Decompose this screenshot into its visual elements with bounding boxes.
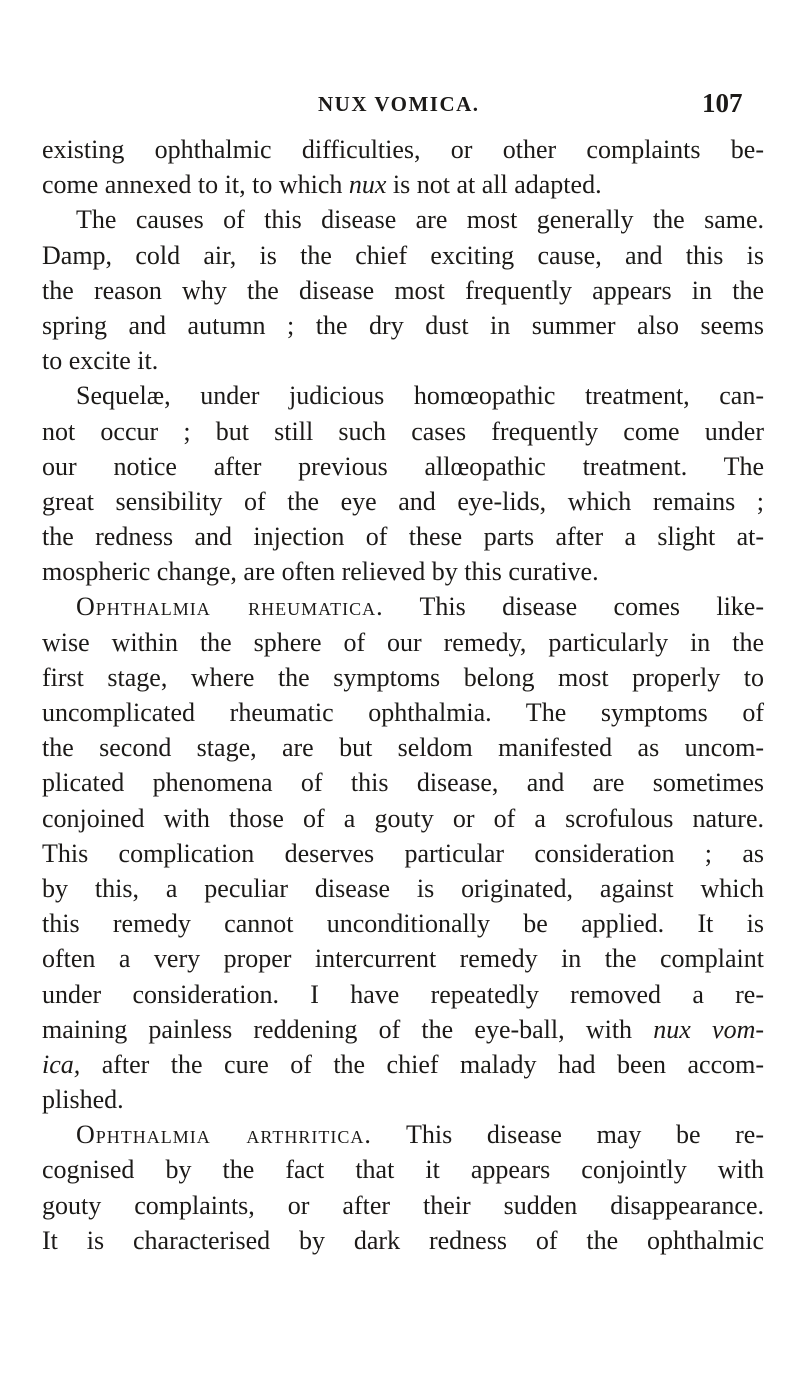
text-line — [42, 1082, 764, 1117]
text-segment: cognised by the fact that it appears conjointly with — [42, 1155, 764, 1185]
text-segment: Sequelæ, under judicious homœopathic treatment, can- — [76, 381, 764, 411]
body-text — [42, 132, 764, 1258]
text-line — [42, 238, 764, 273]
text-line — [42, 519, 764, 554]
text-line — [42, 132, 764, 167]
text-segment: after the cure of the chief malady had been accom- — [80, 1049, 764, 1079]
text-segment: Damp, cold air, is the chief exciting cause, and this is — [42, 240, 764, 270]
text-line — [42, 1223, 764, 1258]
text-segment: great sensibility of the eye and eye-lids, which remains ; — [42, 486, 764, 516]
text-segment: This complication deserves particular consideration ; as — [42, 838, 764, 868]
text-segment: come annexed to it, to which — [42, 170, 349, 200]
text-line — [42, 378, 764, 413]
text-line — [42, 414, 764, 449]
text-line — [42, 801, 764, 836]
text-line — [42, 1012, 764, 1047]
text-segment: by this, a peculiar disease is originated, against which — [42, 873, 764, 903]
text-segment: not occur ; but still such cases frequently come under — [42, 416, 764, 446]
text-segment: This disease may be re- — [371, 1120, 764, 1150]
text-line — [42, 871, 764, 906]
text-line — [42, 695, 764, 730]
text-segment: nux — [348, 170, 387, 200]
text-segment: conjoined with those of a gouty or of a scrofulous nature. — [42, 803, 764, 833]
text-segment: spring and autumn ; the dry dust in summer also seems — [42, 310, 764, 340]
text-line — [42, 554, 764, 589]
text-segment: often a very proper intercurrent remedy in the complaint — [42, 944, 764, 974]
text-segment: the second stage, are but seldom manifested as uncom- — [42, 733, 764, 763]
text-line — [42, 202, 764, 237]
text-line — [42, 625, 764, 660]
text-line — [42, 343, 764, 378]
text-line — [42, 308, 764, 343]
text-segment: to excite it. — [42, 346, 159, 376]
text-segment: maining painless reddening of the eye-ball, with — [42, 1014, 654, 1044]
page-header — [0, 88, 800, 128]
text-segment: mospheric change, are often relieved by this curative. — [42, 557, 599, 587]
text-segment: The causes of this disease are most generally the same. — [76, 205, 764, 235]
text-line — [42, 1152, 764, 1187]
text-line — [42, 1117, 764, 1152]
text-line — [42, 484, 764, 519]
text-segment: existing ophthalmic difficulties, or other complaints be- — [42, 135, 764, 164]
text-line — [42, 730, 764, 765]
text-segment: ica, — [42, 1049, 81, 1079]
text-segment: this remedy cannot unconditionally be applied. It is — [42, 909, 764, 939]
text-segment: gouty complaints, or after their sudden disappearance. — [42, 1190, 764, 1220]
text-segment: nux vom- — [653, 1014, 765, 1044]
text-line — [42, 660, 764, 695]
text-segment: first stage, where the symptoms belong most properly to — [42, 662, 764, 692]
text-line — [42, 765, 764, 800]
running-title: NUX VOMICA. — [318, 92, 480, 116]
text-segment: plicated phenomena of this disease, and are sometimes — [42, 768, 764, 798]
text-segment: under consideration. I have repeatedly removed a re- — [42, 979, 764, 1009]
text-segment: plished. — [42, 1085, 124, 1115]
section-heading: Ophthalmia arthritica. — [76, 1120, 372, 1150]
text-line — [42, 449, 764, 484]
text-segment: the redness and injection of these parts after a slight at- — [42, 522, 764, 552]
text-segment: This disease comes like- — [383, 592, 764, 622]
page-number: 107 — [702, 88, 743, 118]
text-line — [42, 941, 764, 976]
section-heading: Ophthalmia rheumatica. — [76, 592, 384, 622]
text-line — [42, 273, 764, 308]
text-segment: It is characterised by dark redness of the ophthalmic — [42, 1225, 764, 1255]
text-line — [42, 977, 764, 1012]
text-line — [42, 1188, 764, 1223]
text-segment: our notice after previous allœopathic treatment. The — [42, 451, 764, 481]
text-line — [42, 836, 764, 871]
text-segment: the reason why the disease most frequently appears in the — [42, 275, 764, 305]
text-segment: wise within the sphere of our remedy, particularly in the — [42, 627, 764, 657]
text-line — [42, 906, 764, 941]
text-line — [42, 1047, 764, 1082]
text-segment: uncomplicated rheumatic ophthalmia. The symptoms of — [42, 698, 764, 727]
text-line — [42, 589, 764, 624]
text-line — [42, 167, 764, 202]
text-segment: is not at all adapted. — [386, 170, 602, 200]
